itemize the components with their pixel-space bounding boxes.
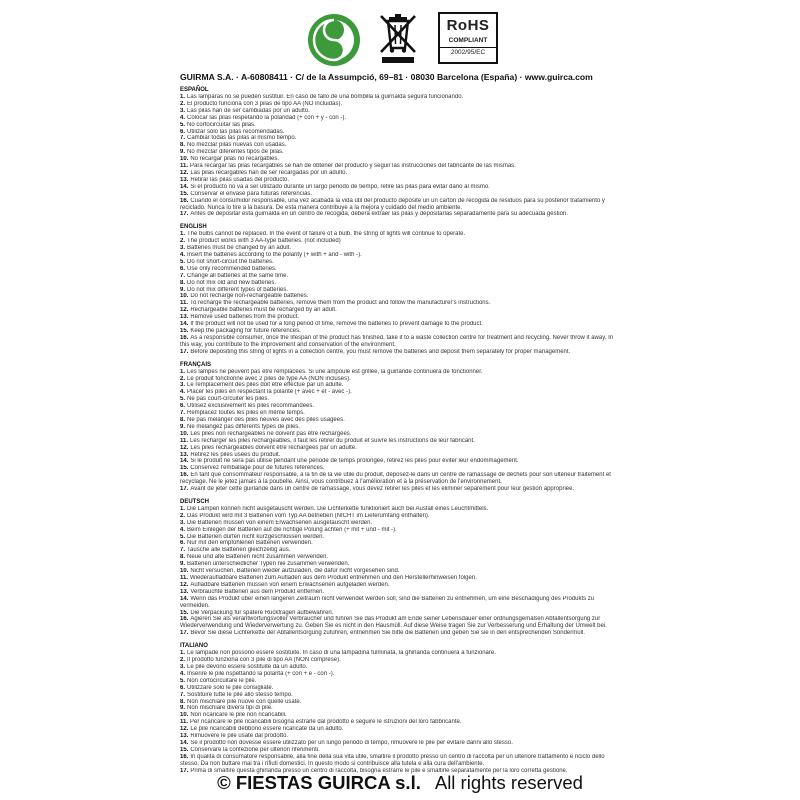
instruction-number: 6. xyxy=(180,265,186,272)
instruction-number: 6. xyxy=(180,540,186,547)
instruction-text: Agieren Sie als verantwortungsvoller Verbraucher und führen Sie das Produkt am Ende seiner Lebensdauer einer ordnungsgemäßen Abfallentsorgung zur Wiederverwendung und Wiederverwertung zu. Geben Sie es nicht in den Hausmüll. Auf diese Weise tragen Sie zur Verbesserung und Erhaltung der Umwelt bei. xyxy=(180,616,607,630)
instruction-text: Rimuovere le pile usate dal prodotto. xyxy=(190,733,289,740)
instruction-list xyxy=(180,94,620,218)
instruction-text: Prima di smaltire questa ghirlanda presso un centro di raccolta, bisogna estrarre le pile e smaltirle separatamente per la loro corretta gestione. xyxy=(190,767,568,774)
instruction-item xyxy=(180,610,620,617)
instruction-text: Aufladbare Batterien müssen von einem Erwachsenen aufgeladen werden. xyxy=(190,581,390,588)
instruction-number: 10. xyxy=(180,293,189,300)
instruction-item xyxy=(180,252,620,259)
instruction-number: 7. xyxy=(180,691,186,698)
instruction-number: 4. xyxy=(180,114,186,121)
instruction-number: 6. xyxy=(180,684,186,691)
instruction-text: Do not mix old and new batteries. xyxy=(187,279,277,286)
instruction-number: 3. xyxy=(180,382,186,389)
instruction-text: Le pile devono essere sostituite da un adulto. xyxy=(187,663,308,670)
rohs-compliant-badge xyxy=(438,12,498,64)
instruction-item xyxy=(180,307,620,314)
instruction-item xyxy=(180,445,620,452)
instruction-number: 3. xyxy=(180,107,186,114)
instruction-text: Si le produit ne sera pas utilisé pendant une période de temps prolongée, retirez les piles pour éviter leur endommagement. xyxy=(190,458,519,465)
instruction-number: 5. xyxy=(180,533,186,540)
instruction-item xyxy=(180,293,620,300)
instruction-item xyxy=(180,410,620,417)
instruction-number: 2. xyxy=(180,657,186,664)
instruction-item xyxy=(180,245,620,252)
instruction-text: Wenn das Produkt über einen längeren Zeitraum nicht verwendet werden soll, sind die Batterien zu entnehmen, um eine Beschädigung des Produkts zu vermeiden. xyxy=(180,595,595,609)
instruction-text: Do not short-circuit the batteries. xyxy=(187,258,274,265)
instruction-item xyxy=(180,369,620,376)
instruction-text: Para recargar las pilas recargables se han de obtener del producto y seguir las instrucciones del fabricante de las mismas. xyxy=(190,163,516,170)
instruction-number: 1. xyxy=(180,650,186,657)
instruction-item xyxy=(180,273,620,280)
instruction-item xyxy=(180,335,620,349)
instruction-text: Non mischiare pile nuove con quelle usate. xyxy=(187,698,302,705)
instruction-number: 10. xyxy=(180,712,189,719)
instruction-text: To recharge the rechargeable batteries, remove them from the product and follow the manufacturer's instructions. xyxy=(190,300,491,307)
instruction-item xyxy=(180,568,620,575)
instruction-list xyxy=(180,650,620,774)
instruction-item xyxy=(180,650,620,657)
instruction-item xyxy=(180,431,620,438)
instruction-text: Remplacez toutes les piles en même temps. xyxy=(187,410,305,417)
instruction-number: 16. xyxy=(180,472,189,479)
instruction-text: Las lámparas no se pueden sustituir. En caso de fallo de una bombilla la guirnalda seguirá funcionando. xyxy=(187,94,464,100)
instruction-item xyxy=(180,513,620,520)
instruction-number: 9. xyxy=(180,561,186,568)
instruction-number: 3. xyxy=(180,663,186,670)
instruction-number: 17. xyxy=(180,630,189,637)
instruction-text: Le produit fonctionne avec 2 piles de type AA (NON incluses). xyxy=(187,375,351,382)
instruction-text: Change all batteries at the same time. xyxy=(187,272,289,279)
instruction-number: 11. xyxy=(180,300,189,307)
instruction-item xyxy=(180,589,620,596)
instruction-text: Les lampes ne peuvent pas être remplacées. Si une ampoule est grillée, la guirlande continuera de fonctionner. xyxy=(187,368,483,375)
instruction-number: 13. xyxy=(180,176,189,183)
instruction-item xyxy=(180,101,620,108)
instruction-item xyxy=(180,486,620,493)
instruction-text: The product works with 3 AA-type batteries. (not included) xyxy=(187,238,341,245)
instruction-item xyxy=(180,692,620,699)
instruction-item xyxy=(180,238,620,245)
section-title: ENGLISH xyxy=(180,224,207,231)
instruction-text: Neue und alte Batterien nicht zusammen verwenden. xyxy=(187,554,329,561)
instruction-number: 5. xyxy=(180,677,186,684)
instruction-number: 13. xyxy=(180,588,189,595)
instruction-number: 15. xyxy=(180,328,189,334)
instruction-text: Inserire le pile rispettando la polarità (+ con + e - con -). xyxy=(187,670,335,677)
instruction-number: 1. xyxy=(180,505,186,512)
instruction-item xyxy=(180,94,620,101)
instruction-number: 3. xyxy=(180,245,186,252)
instructions-content xyxy=(180,86,620,779)
instruction-item xyxy=(180,314,620,321)
section-title: FRANÇAIS xyxy=(180,361,211,368)
instruction-number: 2. xyxy=(180,512,186,519)
instruction-item xyxy=(180,458,620,465)
section-francais xyxy=(180,361,620,493)
instruction-item xyxy=(180,177,620,184)
instruction-number: 16. xyxy=(180,197,189,204)
instruction-text: As a responsible consumer, once the lifespan of the product has finished, take it to a waste collection centre for treatment and recycling. Never throw it away. In this way, you contribute to the improvement and conservation of the environment. xyxy=(180,334,614,348)
instruction-text: Utilizzare solo le pile consigliate. xyxy=(187,684,274,691)
instruction-number: 7. xyxy=(180,135,186,142)
instruction-text: Die Lampen können nicht ausgetauscht werden. Die Lichterkette funktioniert auch bei Ausfall eines Leuchtmittels. xyxy=(187,505,489,512)
instruction-text: Las pilas han de ser cambiadas por un adulto. xyxy=(187,107,310,114)
instruction-number: 16. xyxy=(180,616,189,623)
instruction-number: 5. xyxy=(180,121,186,128)
certification-logos xyxy=(0,12,800,74)
instruction-number: 2. xyxy=(180,238,186,245)
instruction-item xyxy=(180,135,620,142)
instruction-number: 13. xyxy=(180,314,189,321)
instruction-number: 7. xyxy=(180,272,186,279)
instruction-number: 8. xyxy=(180,416,186,423)
instruction-item xyxy=(180,142,620,149)
instruction-text: Non cortocircuitare le pile. xyxy=(187,677,257,684)
instruction-text: Before depositing this string of lights in a collection centre, you must remove the batteries and deposit them separately for proper management. xyxy=(190,348,571,355)
instruction-text: El producto funciona con 3 pilas de tipo AA (NO incluidas). xyxy=(187,100,343,107)
instruction-number: 1. xyxy=(180,231,186,238)
instruction-item xyxy=(180,328,620,335)
instruction-item xyxy=(180,438,620,445)
instruction-item xyxy=(180,671,620,678)
instruction-number: 7. xyxy=(180,547,186,554)
instruction-item xyxy=(180,198,620,212)
instruction-text: Tausche alle Batterien gleichzeitig aus. xyxy=(187,547,291,554)
instruction-text: Wiederaufladbare Batterien zum Aufladen aus dem Produkt entnehmen und den Herstellerhinweisen folgen. xyxy=(190,575,477,581)
section-italiano xyxy=(180,642,620,774)
instruction-item xyxy=(180,129,620,136)
instruction-text: Keep the packaging for future references. xyxy=(190,328,301,334)
instruction-number: 12. xyxy=(180,169,189,176)
instruction-item xyxy=(180,540,620,547)
instruction-item xyxy=(180,582,620,589)
instruction-item xyxy=(180,170,620,177)
instruction-item xyxy=(180,472,620,486)
instruction-item xyxy=(180,452,620,459)
instruction-item xyxy=(180,115,620,122)
section-title: ITALIANO xyxy=(180,643,208,650)
instruction-text: Les piles non rechargeables ne doivent pas être rechargées. xyxy=(190,430,352,437)
instruction-text: Avant de jeter cette guirlande dans un centre de ramassage, vous devez retirer les piles et les éliminer séparément pour leur gestion appropriée. xyxy=(190,486,575,493)
copyright-rights: All rights reserved xyxy=(434,772,583,793)
instruction-item xyxy=(180,547,620,554)
instruction-item xyxy=(180,664,620,671)
instruction-number: 12. xyxy=(180,726,189,733)
instruction-number: 1. xyxy=(180,368,186,375)
instruction-text: Remove used batteries from the product. xyxy=(190,314,300,321)
instruction-text: Conservare la confezione per ulteriori riferimenti. xyxy=(190,746,320,753)
copyright-brand: © FIESTAS GUIRCA s.l. xyxy=(217,772,421,793)
instruction-item xyxy=(180,184,620,191)
instruction-list xyxy=(180,506,620,637)
instruction-text: Ne mélangez pas différents types de piles. xyxy=(187,423,300,430)
instruction-text: Ne pas court-circuiter les piles. xyxy=(187,396,270,403)
instruction-item xyxy=(180,280,620,287)
instruction-list xyxy=(180,369,620,493)
instruction-item xyxy=(180,575,620,582)
instruction-number: 7. xyxy=(180,410,186,417)
instruction-number: 4. xyxy=(180,526,186,533)
instruction-item xyxy=(180,520,620,527)
instruction-item xyxy=(180,754,620,768)
copyright-footer xyxy=(0,772,800,794)
instruction-number: 13. xyxy=(180,733,189,740)
instruction-item xyxy=(180,382,620,389)
instruction-number: 10. xyxy=(180,156,189,163)
instruction-text: No mezclar pilas nuevas con usadas. xyxy=(187,142,287,149)
instruction-number: 12. xyxy=(180,581,189,588)
instruction-text: No recargar pilas no recargables. xyxy=(190,156,280,163)
instruction-text: Il prodotto funziona con 3 pile di tipo AA (NON comprese). xyxy=(187,657,341,664)
instruction-number: 17. xyxy=(180,767,189,774)
instruction-text: Retirar las pilas usadas del producto. xyxy=(190,176,290,183)
instruction-text: Retirez les piles usées du produit. xyxy=(190,451,281,458)
instruction-text: Non mischiare diversi tipi di pile. xyxy=(187,705,273,712)
instruction-number: 11. xyxy=(180,719,189,726)
instruction-text: Se il prodotto non dovesse essere utilizzato per un lungo periodo di tempo, rimuovere le pile per evitare danni allo stesso. xyxy=(190,739,513,746)
instruction-text: Les recharger les piles rechargeables, il faut les retirer du produit et suivre les instructions de leur fabricant. xyxy=(190,437,475,444)
instruction-item xyxy=(180,122,620,129)
instruction-text: Si el producto no va a ser utilizado durante un largo periodo de tiempo, retire las pilas para evitar daño al mismo. xyxy=(190,183,490,190)
instruction-number: 9. xyxy=(180,286,186,293)
instruction-item xyxy=(180,424,620,431)
instruction-item xyxy=(180,259,620,266)
instruction-number: 15. xyxy=(180,746,189,753)
instruction-number: 12. xyxy=(180,307,189,314)
instruction-text: Do not mix different types of batteries. xyxy=(187,286,288,293)
instruction-number: 5. xyxy=(180,396,186,403)
instruction-item xyxy=(180,156,620,163)
instruction-item xyxy=(180,321,620,328)
instruction-number: 2. xyxy=(180,100,186,107)
instruction-text: Non ricaricare le pile non ricaricabili. xyxy=(190,712,287,719)
instruction-text: Utilisez exclusivement les piles recommandées. xyxy=(187,403,315,410)
instruction-number: 11. xyxy=(180,437,189,444)
instruction-item xyxy=(180,403,620,410)
instruction-number: 11. xyxy=(180,575,189,581)
instruction-text: Conservez l'emballage pour de futures références. xyxy=(190,465,325,472)
instruction-text: Batteries must be changed by an adult. xyxy=(187,245,292,252)
instruction-text: Les piles rechargeables doivent être rechargées par un adulte. xyxy=(190,444,357,451)
instruction-item xyxy=(180,733,620,740)
instruction-item xyxy=(180,506,620,513)
instruction-number: 8. xyxy=(180,142,186,149)
instruction-number: 16. xyxy=(180,753,189,760)
instruction-text: En tant que consommateur responsable, à la fin de la vie utile du produit, déposez-le dans un centre de ramassage de déchets pour son ultérieur traitement et recyclage. Ne le jetez jamais à la poubelle. Ainsi, vous contribuez à l'amélioration et à la préservation de l'environnement. xyxy=(180,472,611,486)
instruction-text: In qualità di consumatore responsabile, alla fine della sua vita utile, smaltire il prodotto presso un centro di raccolta per un ulteriore trattamento e riciclo dello stesso. Da non buttare mai tra i rifiuti domestici. In questo modo si contribuisce alla tutela e alla cura dell'ambiente. xyxy=(180,753,605,767)
instruction-text: Placer les piles en respectant la polarité (+ avec + et - avec -). xyxy=(187,389,352,396)
instruction-text: Das Produkt wird mit 3 Batterien vom Typ AA betrieben (NICHT im Lieferumfang enthalten). xyxy=(187,512,430,519)
section-deutsch xyxy=(180,498,620,637)
instruction-item xyxy=(180,389,620,396)
instruction-item xyxy=(180,417,620,424)
rohs-compliant-label: COMPLIANT xyxy=(448,37,488,44)
instruction-number: 17. xyxy=(180,486,189,493)
instruction-item xyxy=(180,266,620,273)
instruction-number: 15. xyxy=(180,465,189,472)
instruction-item xyxy=(180,396,620,403)
instruction-item xyxy=(180,465,620,472)
section-english xyxy=(180,223,620,355)
instruction-item xyxy=(180,616,620,630)
instruction-text: Rechargeable batteries must be recharged by an adult. xyxy=(190,307,337,314)
instruction-text: The bulbs cannot be replaced. In the event of failure of a bulb, the string of lights will continue to operate. xyxy=(187,231,466,238)
instruction-item xyxy=(180,108,620,115)
instruction-item xyxy=(180,349,620,356)
instruction-text: Utilizar sólo las pilas recomendadas. xyxy=(187,128,285,135)
instruction-text: Le lampade non possono essere sostituite. In caso di una lampadina fulminata, la ghirlanda continuerà a funzionare. xyxy=(187,650,496,657)
instruction-text: Bevor Sie diese Lichterkette der Abfallentsorgung zuführen, entnehmen Sie bitte die Batterien und geben Sie sie in den entsprechenden Sondermüll. xyxy=(190,630,585,637)
instruction-number: 14. xyxy=(180,595,189,602)
instruction-text: If the product will not be used for a long period of time, remove the batteries to prevent damage to the product. xyxy=(190,321,483,328)
instruction-number: 9. xyxy=(180,423,186,430)
instruction-number: 12. xyxy=(180,444,189,451)
instruction-text: Verbrauchte Batterien aus dem Produkt entfernen. xyxy=(190,588,325,595)
instruction-number: 6. xyxy=(180,128,186,135)
instruction-number: 14. xyxy=(180,183,189,190)
instruction-text: Le pile ricaricabili debbono essere ricaricate da un adulto. xyxy=(190,726,344,733)
instruction-number: 10. xyxy=(180,430,189,437)
instruction-item xyxy=(180,712,620,719)
rohs-directive: 2002/95/EC xyxy=(440,47,496,57)
instruction-text: Die Batterien dürfen nicht kurzgeschlossen werden. xyxy=(187,533,325,540)
instruction-item xyxy=(180,596,620,610)
instruction-item xyxy=(180,685,620,692)
instruction-number: 4. xyxy=(180,252,186,259)
instruction-number: 15. xyxy=(180,609,189,616)
instruction-number: 9. xyxy=(180,149,186,156)
instruction-text: No cortocircuitar las pilas. xyxy=(187,121,256,128)
instruction-text: Insert the batteries according to the polarity (+ with + and - with -). xyxy=(187,252,362,259)
instruction-number: 11. xyxy=(180,163,189,170)
instruction-item xyxy=(180,300,620,307)
instruction-item xyxy=(180,726,620,733)
green-dot-recycling-icon xyxy=(306,12,362,68)
section-title: DEUTSCH xyxy=(180,498,210,505)
instruction-text: Use only recommended batteries. xyxy=(187,265,277,272)
instruction-item xyxy=(180,630,620,637)
instruction-item xyxy=(180,287,620,294)
instruction-text: Batterien unterschiedlicher Typen nie zusammen verwenden. xyxy=(187,561,350,568)
instruction-number: 6. xyxy=(180,403,186,410)
instruction-item xyxy=(180,705,620,712)
instruction-text: Antes de depositar esta guirnalda en un centro de recogida, deberá extraer las pilas y depositarlas separadamente para su adecuada gestión. xyxy=(190,211,568,218)
instruction-item xyxy=(180,554,620,561)
instruction-number: 14. xyxy=(180,458,189,465)
instruction-text: Nur mit den empfohlenen Batterien verwenden. xyxy=(187,540,313,547)
instruction-number: 4. xyxy=(180,389,186,396)
instruction-item xyxy=(180,747,620,754)
instruction-number: 15. xyxy=(180,190,189,197)
instruction-item xyxy=(180,163,620,170)
instruction-text: Sostituire tutte le pile allo stesso tempo. xyxy=(187,691,293,698)
instruction-text: Die Verpackung für spätere Rückfragen aufbewahren. xyxy=(190,609,334,616)
instruction-item xyxy=(180,527,620,534)
instruction-number: 17. xyxy=(180,348,189,355)
instruction-number: 2. xyxy=(180,375,186,382)
instruction-number: 10. xyxy=(180,568,189,575)
instruction-item xyxy=(180,561,620,568)
weee-crossed-bin-icon xyxy=(378,12,418,64)
rohs-title: RoHS xyxy=(446,17,490,34)
instruction-text: No mezclar diferentes tipos de pilas. xyxy=(187,149,284,156)
instruction-item xyxy=(180,149,620,156)
instruction-text: Ne pas mélanger des piles neuves avec des piles usagées. xyxy=(187,416,345,423)
instruction-text: Nicht versuchen, Batterien wieder aufzuladen, die dafür nicht vorgesehen sind. xyxy=(190,568,400,575)
instruction-number: 17. xyxy=(180,211,189,218)
instruction-text: Colocar las pilas respetando la polaridad (+ con + y - con -). xyxy=(187,114,347,121)
instruction-item xyxy=(180,191,620,198)
instruction-text: Cambiar todas las pilas al mismo tiempo. xyxy=(187,135,297,142)
instruction-text: Conservar el envase para futuras referencias. xyxy=(190,190,313,197)
instruction-item xyxy=(180,657,620,664)
section-espanol xyxy=(180,86,620,218)
instruction-number: 13. xyxy=(180,451,189,458)
instruction-number: 1. xyxy=(180,94,186,100)
instruction-item xyxy=(180,534,620,541)
instruction-item xyxy=(180,699,620,706)
instruction-number: 8. xyxy=(180,698,186,705)
instruction-text: Cuando el consumidor responsable, una vez acabada la vida útil del producto deposite un un cartón de recogida de residuos para su posterior tratamiento y reciclado. Nunca lo tire a la basura. De esta manera contribuye a la mejora y cuidado del medio ambiente. xyxy=(180,197,605,211)
instruction-item xyxy=(180,678,620,685)
instruction-number: 9. xyxy=(180,705,186,712)
instruction-number: 16. xyxy=(180,334,189,341)
company-info-line: GUIRMA S.A. · A-60808411 · C/ de la Assumpció, 69–81 · 08030 Barcelona (España) · www.guirca.com xyxy=(180,72,593,82)
instruction-number: 5. xyxy=(180,258,186,265)
instruction-number: 14. xyxy=(180,739,189,746)
instruction-item xyxy=(180,376,620,383)
instruction-text: Per ricaricare le pile ricaricabili bisogna estrarle dal prodotto e seguire le istruzioni del loro fabbricante. xyxy=(190,719,462,726)
instruction-number: 3. xyxy=(180,519,186,526)
instruction-item xyxy=(180,211,620,218)
instruction-number: 4. xyxy=(180,670,186,677)
instruction-text: Beim Einlegen der Batterien auf die richtige Polung achten (+ mit + und - mit -). xyxy=(187,526,397,533)
instruction-number: 8. xyxy=(180,279,186,286)
instruction-text: Le remplacement des piles doit être effectué par un adulte. xyxy=(187,382,344,389)
instruction-number: 8. xyxy=(180,554,186,561)
instruction-text: Do not recharge non-rechargeable batteries. xyxy=(190,293,309,300)
instruction-item xyxy=(180,740,620,747)
instruction-number: 14. xyxy=(180,321,189,328)
section-title: ESPAÑOL xyxy=(180,87,209,93)
instruction-list xyxy=(180,231,620,355)
instruction-item xyxy=(180,231,620,238)
instruction-text: Las pilas recargables han de ser recargadas por un adulto. xyxy=(190,169,348,176)
instruction-text: Die Batterien müssen von einem Erwachsenen ausgetauscht werden. xyxy=(187,519,373,526)
instruction-item xyxy=(180,719,620,726)
